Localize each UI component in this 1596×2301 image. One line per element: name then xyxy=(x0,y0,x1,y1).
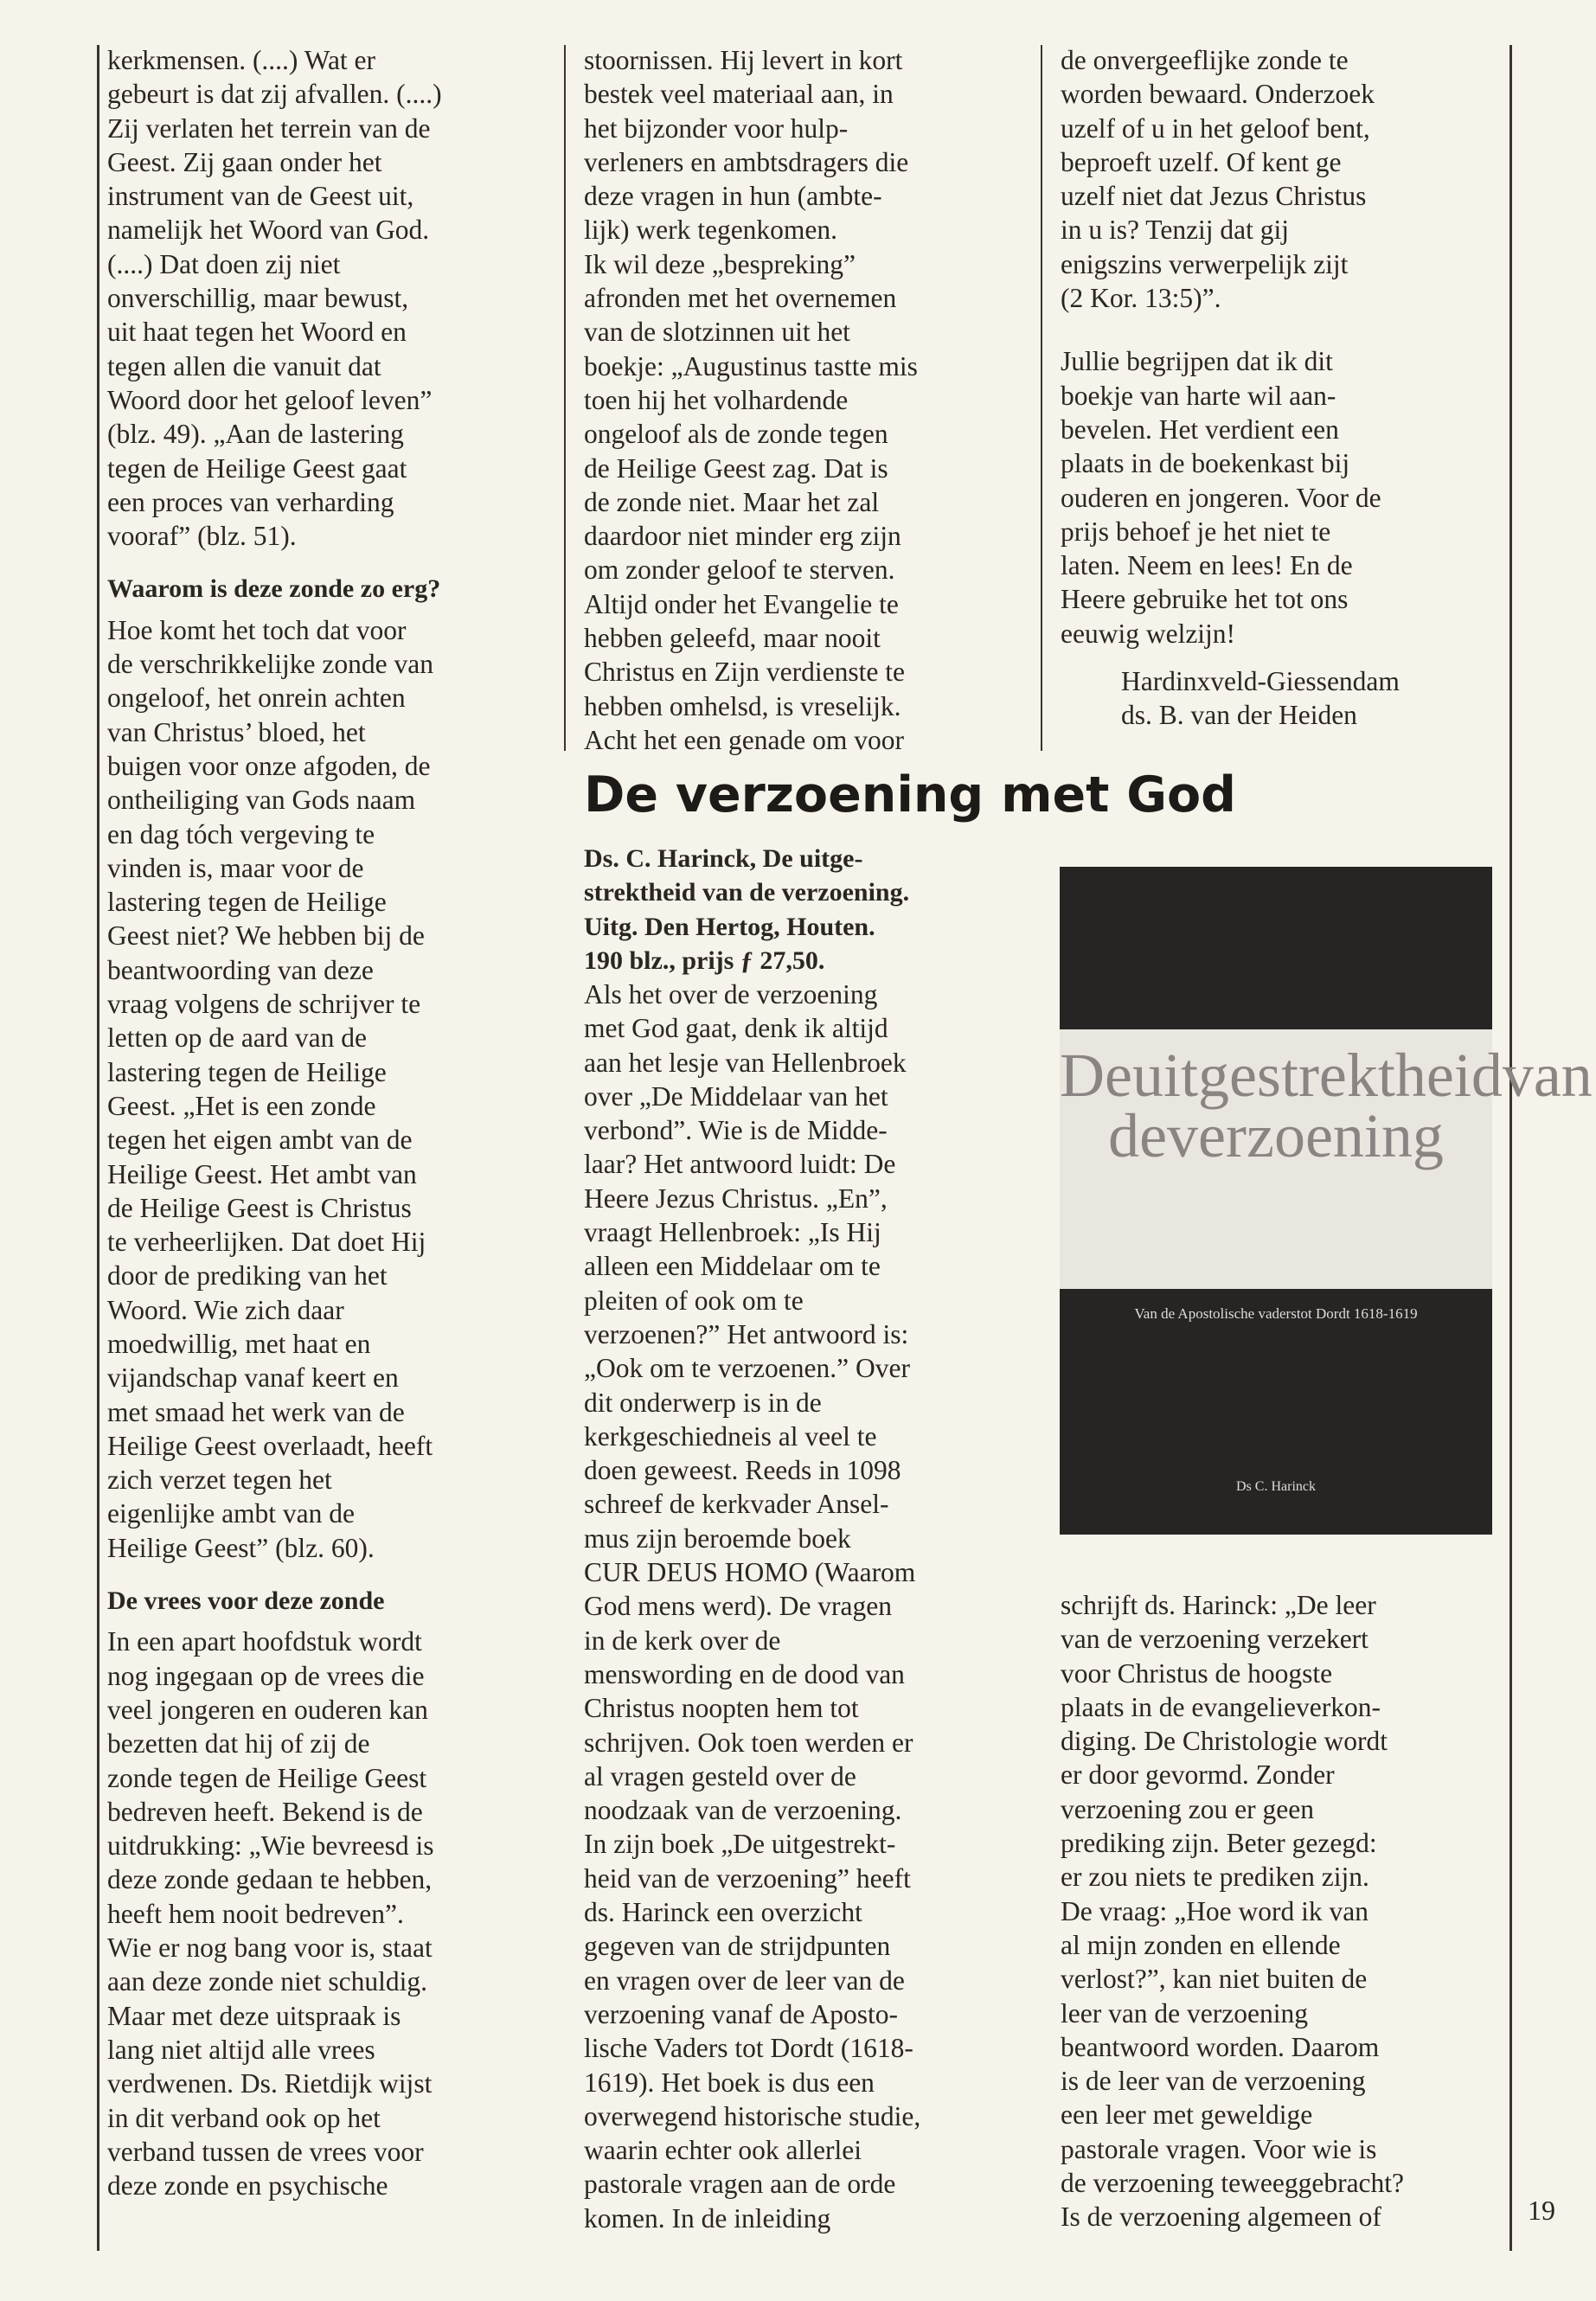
text-line: van de slotzinnen uit het xyxy=(584,317,850,348)
heading-fear: De vrees voor deze zonde xyxy=(107,1586,385,1616)
book-cover-author: Ds C. Harinck xyxy=(1236,1479,1316,1494)
text-line: hebben omhelsd, is vreselijk. xyxy=(584,690,901,721)
col1-para-2 xyxy=(107,613,557,1565)
text-line: daardoor niet minder erg zijn xyxy=(584,521,901,552)
text-line: Uitg. Den Hertog, Houten. xyxy=(584,912,875,941)
column-rule-1 xyxy=(564,45,566,751)
book-cover-top-band xyxy=(1060,867,1492,1029)
text-line: afronden met het overnemen xyxy=(584,283,897,314)
text-line: God mens werd). De vragen xyxy=(584,1591,893,1622)
text-line: nog ingegaan op de vrees die xyxy=(107,1660,425,1691)
column-1 xyxy=(107,43,557,2202)
text-line: vijandschap vanaf keert en xyxy=(107,1362,399,1394)
text-line: Ds. C. Harinck, De uitge- xyxy=(584,844,863,873)
book-cover-subtitle xyxy=(1060,1304,1492,1323)
text-line: te verheerlijken. Dat doet Hij xyxy=(107,1227,426,1258)
text-line: voor Christus de hoogste xyxy=(1061,1657,1333,1689)
text-line: verlost?”, kan niet buiten de xyxy=(1061,1964,1368,1995)
column-2-top xyxy=(584,43,1034,757)
text-line: en vragen over de leer van de xyxy=(584,1965,905,1996)
text-line: ds. B. van der Heiden xyxy=(1121,700,1357,731)
text-line: verzoening zou er geen xyxy=(1061,1793,1314,1824)
text-line: verbond”. Wie is de Midde- xyxy=(584,1115,888,1146)
text-line: beproeft uzelf. Of kent ge xyxy=(1061,146,1342,177)
text-line: tegen het eigen ambt van de xyxy=(107,1125,413,1156)
text-line: diging. De Christologie wordt xyxy=(1061,1726,1388,1757)
text-line: heid van de verzoening” heeft xyxy=(584,1862,911,1894)
col1-para-3 xyxy=(107,1625,557,2202)
text-line: kerkmensen. (....) Wat er xyxy=(107,45,376,75)
text-line: een proces van verharding xyxy=(107,486,394,517)
text-line: CUR DEUS HOMO (Waarom xyxy=(584,1557,916,1588)
text-line: dit onderwerp is in de xyxy=(584,1387,822,1418)
text-line: en dag tóch vergeving te xyxy=(107,818,375,849)
text-line: kerkgeschiedneis al veel te xyxy=(584,1420,877,1452)
text-line: beantwoording van deze xyxy=(107,954,374,985)
text-line: aan het lesje van Hellenbroek xyxy=(584,1047,907,1078)
text-line: uzelf of u in het geloof bent, xyxy=(1061,112,1370,144)
text-line: moedwillig, met haat en xyxy=(107,1328,371,1359)
text-line: vraagt Hellenbroek: „Is Hij xyxy=(584,1217,881,1248)
text-line: zonde tegen de Heilige Geest xyxy=(107,1762,427,1793)
text-line: tegen allen die vanuit dat xyxy=(107,350,381,381)
page-number: 19 xyxy=(1528,2195,1555,2226)
text-line: met God gaat, denk ik altijd xyxy=(584,1013,888,1044)
text-line: instrument van de Geest uit, xyxy=(107,181,414,212)
text-line: ouderen en jongeren. Voor de xyxy=(1061,482,1381,513)
text-line: Jullie begrijpen dat ik dit xyxy=(1061,346,1333,377)
text-line: strektheid van de verzoening. xyxy=(584,878,910,907)
book-reference xyxy=(584,842,1034,977)
text-line: prediking zijn. Beter gezegd: xyxy=(1061,1828,1377,1859)
text-line: van de verzoening verzekert xyxy=(1061,1624,1368,1655)
article-body-col3 xyxy=(1061,1588,1506,2234)
text-line: heeft hem nooit bedreven”. xyxy=(107,1898,404,1929)
text-line: verzoening vanaf de Aposto- xyxy=(584,1998,899,2029)
text-line: (blz. 49). „Aan de lastering xyxy=(107,419,404,450)
text-line: Geest. „Het is een zonde xyxy=(107,1090,376,1121)
text-line: Geest. Zij gaan onder het xyxy=(107,146,382,177)
text-line: Woord door het geloof leven” xyxy=(107,384,433,415)
text-line: 190 blz., prijs ƒ 27,50. xyxy=(584,945,825,975)
paragraph-gap xyxy=(1061,315,1506,344)
col1-para-1 xyxy=(107,43,557,553)
text-line: hebben geleefd, maar nooit xyxy=(584,623,881,654)
article-column-3 xyxy=(1061,1588,1506,2234)
signature xyxy=(1061,664,1506,733)
text-line: Christus noopten hem tot xyxy=(584,1693,859,1724)
text-line: verdwenen. Ds. Rietdijk wijst xyxy=(107,2068,433,2099)
text-line: lijk) werk tegenkomen. xyxy=(584,215,838,246)
text-line: mus zijn beroemde boek xyxy=(584,1522,851,1554)
text-line: menswording en de dood van xyxy=(584,1658,905,1689)
text-line: zich verzet tegen het xyxy=(107,1465,332,1496)
text-line: lische Vaders tot Dordt (1618- xyxy=(584,2033,913,2064)
text-line: al mijn zonden en ellende xyxy=(1061,1929,1341,1960)
article-column-2 xyxy=(584,977,1034,2235)
text-line: eigenlijke ambt van de xyxy=(107,1498,356,1529)
text-line: Geest niet? We hebben bij de xyxy=(107,920,425,952)
text-line: van Christus’ bloed, het xyxy=(107,716,366,747)
text-line: toen hij het volhardende xyxy=(584,384,849,415)
text-line: namelijk het Woord van God. xyxy=(107,215,430,246)
text-line: uit haat tegen het Woord en xyxy=(107,317,407,348)
text-line: lastering tegen de Heilige xyxy=(107,1056,387,1087)
heading-why-so-bad: Waarom is deze zonde zo erg? xyxy=(107,574,441,604)
text-line: In zijn boek „De uitgestrekt- xyxy=(584,1829,896,1860)
text-line: al vragen gesteld over de xyxy=(584,1760,856,1791)
text-line: over „De Middelaar van het xyxy=(584,1080,888,1112)
text-line: de verzoening teweeggebracht? xyxy=(1061,2168,1405,2199)
text-line: deze zonde gedaan te hebben, xyxy=(107,1864,433,1895)
text-line: tot Dordt 1618-1619 xyxy=(1296,1305,1418,1322)
text-line: waarin echter ook allerlei xyxy=(584,2135,862,2166)
text-line: verleners en ambtsdragers die xyxy=(584,146,909,177)
text-line: er zou niets te prediken zijn. xyxy=(1061,1862,1369,1893)
text-line: laar? Het antwoord luidt: De xyxy=(584,1149,896,1180)
text-line: gegeven van de strijdpunten xyxy=(584,1931,891,1962)
text-line: laten. Neem en lees! En de xyxy=(1061,550,1353,581)
text-line: deze zonde en psychische xyxy=(107,2170,388,2202)
column-rule-left xyxy=(97,45,99,2251)
text-line: veel jongeren en ouderen kan xyxy=(107,1694,428,1725)
text-line: verband tussen de vrees voor xyxy=(107,2136,424,2167)
text-line: in dit verband ook op het xyxy=(107,2102,381,2133)
text-line: worden bewaard. Onderzoek xyxy=(1061,79,1375,110)
book-cover-title xyxy=(1060,1041,1593,1170)
text-line: beantwoord worden. Daarom xyxy=(1061,2031,1380,2062)
text-line: onverschillig, maar bewust, xyxy=(107,283,409,314)
column-3-top xyxy=(1061,43,1506,733)
text-line: (....) Dat doen zij niet xyxy=(107,248,341,279)
article-body-col2 xyxy=(584,977,1034,2235)
text-line: met smaad het werk van de xyxy=(107,1396,405,1427)
text-line: pastorale vragen aan de orde xyxy=(584,2169,896,2200)
text-line: letten op de aard van de xyxy=(107,1022,367,1054)
text-line: uzelf niet dat Jezus Christus xyxy=(1061,181,1367,212)
text-line: Acht het een genade om voor xyxy=(584,724,904,755)
text-line: gebeurt is dat zij afvallen. (....) xyxy=(107,79,442,110)
text-line: komen. In de inleiding xyxy=(584,2202,831,2234)
text-line: boekje: „Augustinus tastte mis xyxy=(584,350,918,381)
text-line: Is de verzoening algemeen of xyxy=(1061,2202,1381,2233)
text-line: stoornissen. Hij levert in kort xyxy=(584,45,903,75)
text-line: overwegend historische studie, xyxy=(584,2100,921,2131)
text-line: vooraf” (blz. 51). xyxy=(107,521,297,552)
text-line: Van de Apostolische vaders xyxy=(1134,1305,1297,1322)
text-line: tegen de Heilige Geest gaat xyxy=(107,452,407,484)
text-line: pleiten of ook om te xyxy=(584,1285,804,1316)
text-line: vinden is, maar voor de xyxy=(107,852,364,883)
text-line: Altijd onder het Evangelie te xyxy=(584,588,899,619)
text-line: uitgestrektheid xyxy=(1131,1041,1503,1110)
text-line: eeuwig welzijn! xyxy=(1061,618,1236,649)
text-line: doen geweest. Reeds in 1098 xyxy=(584,1455,901,1486)
text-line: deze vragen in hun (ambte- xyxy=(584,181,882,212)
text-line: schreef de kerkvader Ansel- xyxy=(584,1489,889,1520)
text-line: Heere Jezus Christus. „En”, xyxy=(584,1183,888,1214)
col3-para-1 xyxy=(1061,43,1506,315)
text-line: Heilige Geest overlaadt, heeft xyxy=(107,1430,433,1461)
text-line: om zonder geloof te sterven. xyxy=(584,554,895,586)
text-line: ontheiliging van Gods naam xyxy=(107,785,416,816)
text-line: De xyxy=(1060,1041,1132,1110)
text-line: prijs behoef je het niet te xyxy=(1061,516,1331,547)
text-line: de Heilige Geest is Christus xyxy=(107,1192,412,1223)
text-line: aan deze zonde niet schuldig. xyxy=(107,1966,427,1997)
text-line: boekje van harte wil aan- xyxy=(1061,380,1336,411)
text-line: Heere gebruike het tot ons xyxy=(1061,584,1349,615)
text-line: een leer met geweldige xyxy=(1061,2099,1313,2131)
text-line: Als het over de verzoening xyxy=(584,979,878,1009)
text-line: ds. Harinck een overzicht xyxy=(584,1897,862,1928)
text-line: verzoenen?” Het antwoord is: xyxy=(584,1318,909,1349)
text-line: alleen een Middelaar om te xyxy=(584,1251,881,1282)
column-rule-2 xyxy=(1041,45,1042,751)
text-line: Heilige Geest” (blz. 60). xyxy=(107,1532,375,1563)
text-line: ongeloof als de zonde tegen xyxy=(584,419,888,450)
text-line: ongeloof, het onrein achten xyxy=(107,683,406,714)
text-line: Christus en Zijn verdienste te xyxy=(584,657,905,688)
text-line: bedreven heeft. Bekend is de xyxy=(107,1796,423,1827)
text-line: enigszins verwerpelijk zijt xyxy=(1061,248,1349,279)
text-line: is de leer van de verzoening xyxy=(1061,2066,1366,2097)
text-line: noodzaak van de verzoening. xyxy=(584,1795,902,1826)
text-line: plaats in de boekenkast bij xyxy=(1061,448,1350,479)
bibliographic-info xyxy=(584,842,1034,977)
text-line: leer van de verzoening xyxy=(1061,1997,1308,2029)
text-line: (2 Kor. 13:5)”. xyxy=(1061,283,1221,314)
text-line: Ik wil deze „bespreking” xyxy=(584,248,856,279)
text-line: Heilige Geest. Het ambt van xyxy=(107,1158,417,1189)
text-line: de Heilige Geest zag. Dat is xyxy=(584,452,888,484)
text-line: bevelen. Het verdient een xyxy=(1061,413,1339,445)
text-line: uitdrukking: „Wie bevreesd is xyxy=(107,1830,434,1862)
col3-para-2 xyxy=(1061,344,1506,651)
text-line: door de prediking van het xyxy=(107,1260,388,1292)
text-line: In een apart hoofdstuk wordt xyxy=(107,1626,422,1657)
text-line: van de xyxy=(1108,1041,1593,1170)
text-line: verzoening xyxy=(1167,1101,1444,1170)
text-line: de onvergeeflijke zonde te xyxy=(1061,45,1349,75)
text-line: Hardinxveld-Giessendam xyxy=(1121,666,1400,697)
text-line: de verschrikkelijke zonde van xyxy=(107,649,433,680)
text-line: Hoe komt het toch dat voor xyxy=(107,614,407,645)
text-line: de zonde niet. Maar het zal xyxy=(584,486,880,517)
text-line: Woord. Wie zich daar xyxy=(107,1294,344,1325)
text-line: „Ook om te verzoenen.” Over xyxy=(584,1353,910,1384)
text-line: buigen voor onze afgoden, de xyxy=(107,750,431,781)
text-line: Zij verlaten het terrein van de xyxy=(107,112,431,144)
text-line: plaats in de evangelieverkon- xyxy=(1061,1691,1381,1722)
text-line: Maar met deze uitspraak is xyxy=(107,2000,401,2031)
text-line: pastorale vragen. Voor wie is xyxy=(1061,2133,1377,2164)
text-line: in de kerk over de xyxy=(584,1625,781,1656)
text-line: lastering tegen de Heilige xyxy=(107,887,387,918)
text-line: 1619). Het boek is dus een xyxy=(584,2067,875,2098)
text-line: er door gevormd. Zonder xyxy=(1061,1759,1335,1791)
text-line: in u is? Tenzij dat gij xyxy=(1061,215,1290,246)
book-cover-image xyxy=(1060,867,1593,1535)
book-cover-bottom-band xyxy=(1060,1289,1492,1535)
text-line: vraag volgens de schrijver te xyxy=(107,989,421,1020)
article-title: De verzoening met God xyxy=(584,766,1236,824)
book-cover-title-panel xyxy=(1060,1029,1593,1289)
column-rule-right xyxy=(1509,45,1512,2251)
col2-para-1 xyxy=(584,43,1034,757)
text-line: De vraag: „Hoe word ik van xyxy=(1061,1895,1368,1926)
text-line: het bijzonder voor hulp- xyxy=(584,112,849,144)
text-line: schrijven. Ook toen werden er xyxy=(584,1727,913,1758)
text-line: bestek veel materiaal aan, in xyxy=(584,79,894,110)
text-line: lang niet altijd alle vrees xyxy=(107,2034,375,2065)
text-line: schrijft ds. Harinck: „De leer xyxy=(1061,1590,1376,1620)
text-line: bezetten dat hij of zij de xyxy=(107,1728,370,1759)
text-line: Wie er nog bang voor is, staat xyxy=(107,1932,433,1964)
